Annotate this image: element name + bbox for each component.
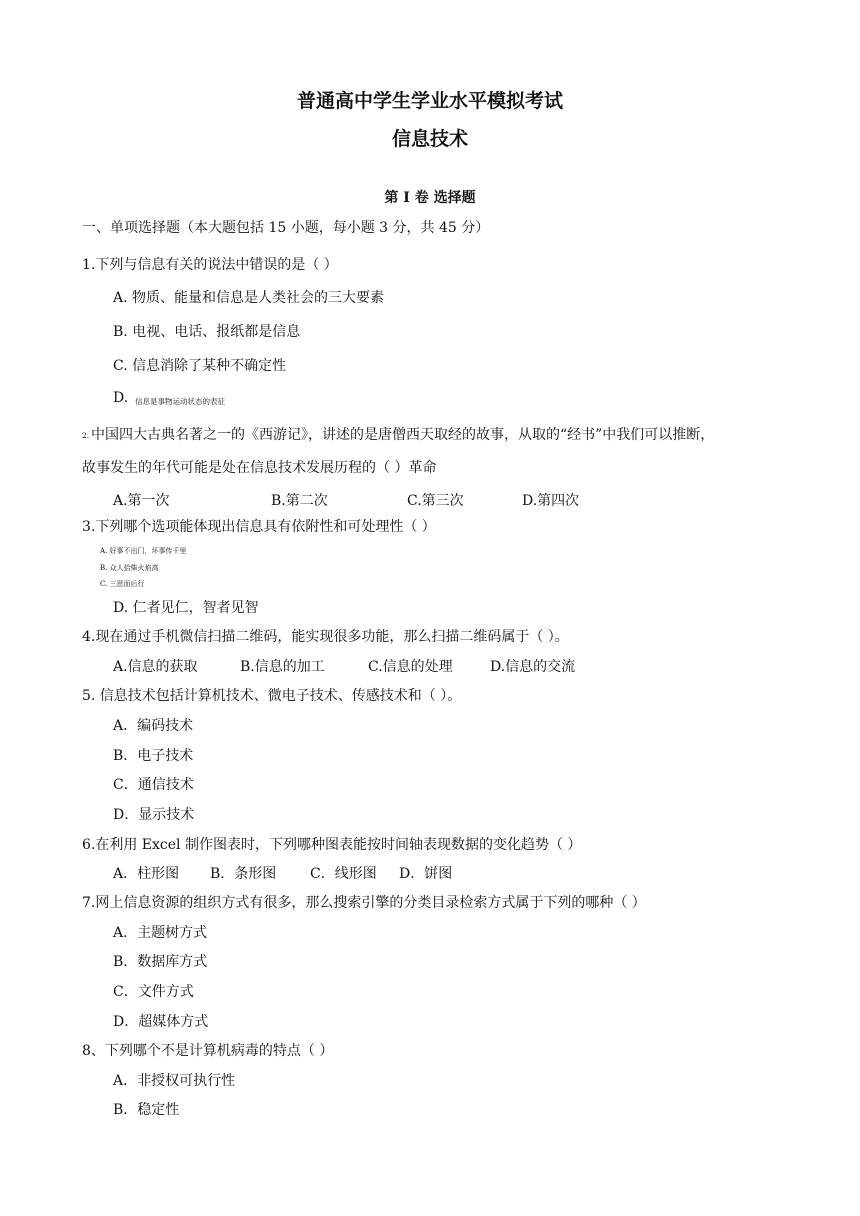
question-4-option-a: A.信息的获取 — [113, 659, 198, 675]
question-1-option-d-label: D. — [113, 390, 129, 406]
question-2-option-b: B.第二次 — [271, 493, 328, 509]
question-7-option-a: A．主题树方式 — [113, 925, 208, 941]
question-7-option-d: D．超媒体方式 — [113, 1014, 209, 1030]
question-5-option-a: A．编码技术 — [113, 718, 194, 734]
exam-title: 普通高中学生学业水平模拟考试 — [296, 90, 563, 112]
question-8-stem: 8、下列哪个不是计算机病毒的特点（ ） — [82, 1043, 334, 1059]
question-1-option-c: C. 信息消除了某种不确定性 — [113, 358, 287, 374]
question-7-option-c: C．文件方式 — [113, 984, 194, 1000]
question-2-option-a: A.第一次 — [113, 493, 170, 509]
question-3-stem: 3.下列哪个选项能体现出信息具有依附性和可处理性（ ） — [82, 519, 436, 535]
question-4-option-c: C.信息的处理 — [368, 659, 453, 675]
section-heading: 第 I 卷 选择题 — [384, 190, 476, 206]
question-6-option-b: B．条形图 — [210, 866, 277, 882]
question-5-option-c: C．通信技术 — [113, 777, 194, 793]
question-1-option-a: A. 物质、能量和信息是人类社会的三大要素 — [113, 290, 385, 306]
question-2-option-d: D.第四次 — [522, 493, 580, 509]
question-4-option-d: D.信息的交流 — [490, 659, 576, 675]
question-8-option-b: B．稳定性 — [113, 1102, 180, 1118]
question-4-option-b: B.信息的加工 — [240, 659, 325, 675]
question-1-option-b: B. 电视、电话、报纸都是信息 — [113, 324, 301, 340]
instructions: 一、单项选择题（本大题包括 15 小题，每小题 3 分，共 45 分） — [82, 220, 490, 236]
question-6-option-d: D．饼图 — [399, 866, 453, 882]
question-2-stem-line1: 中国四大古典名著之一的《西游记》，讲述的是唐僧西天取经的故事，从取的“经书”中我们可以推断， — [91, 427, 715, 443]
question-7-option-b: B．数据库方式 — [113, 954, 208, 970]
question-3-option-c: C. 三思而后行 — [100, 580, 145, 588]
question-3-option-d: D. 仁者见仁，智者见智 — [113, 600, 259, 616]
question-6-stem: 6.在利用 Excel 制作图表时，下列哪种图表能按时间轴表现数据的变化趋势（ ） — [82, 837, 582, 853]
question-8-option-a: A．非授权可执行性 — [113, 1073, 236, 1089]
question-1-stem: 1.下列与信息有关的说法中错误的是（ ） — [82, 257, 338, 273]
question-2-number: 2. — [82, 431, 90, 440]
question-2-stem-line2: 故事发生的年代可能是处在信息技术发展历程的（ ）革命 — [82, 460, 437, 476]
question-1-option-d-text: 信息是事物运动状态的表征 — [135, 397, 225, 406]
question-4-stem: 4.现在通过手机微信扫描二维码，能实现很多功能，那么扫描二维码属于（ ）。 — [82, 629, 569, 645]
question-5-option-d: D．显示技术 — [113, 807, 195, 823]
question-5-option-b: B．电子技术 — [113, 748, 194, 764]
question-3-option-a: A. 好事不出门，坏事传千里 — [100, 547, 187, 555]
question-6-option-a: A．柱形图 — [113, 866, 180, 882]
question-5-stem: 5. 信息技术包括计算机技术、微电子技术、传感技术和（ ）。 — [82, 688, 462, 704]
question-6-option-c: C．线形图 — [310, 866, 377, 882]
exam-subtitle: 信息技术 — [391, 128, 468, 150]
question-7-stem: 7.网上信息资源的组织方式有很多，那么搜索引擎的分类目录检索方式属于下列的哪种（ ） — [82, 895, 646, 911]
question-3-option-b: B. 众人拾柴火焰高 — [100, 564, 159, 572]
question-2-option-c: C.第三次 — [407, 493, 464, 509]
